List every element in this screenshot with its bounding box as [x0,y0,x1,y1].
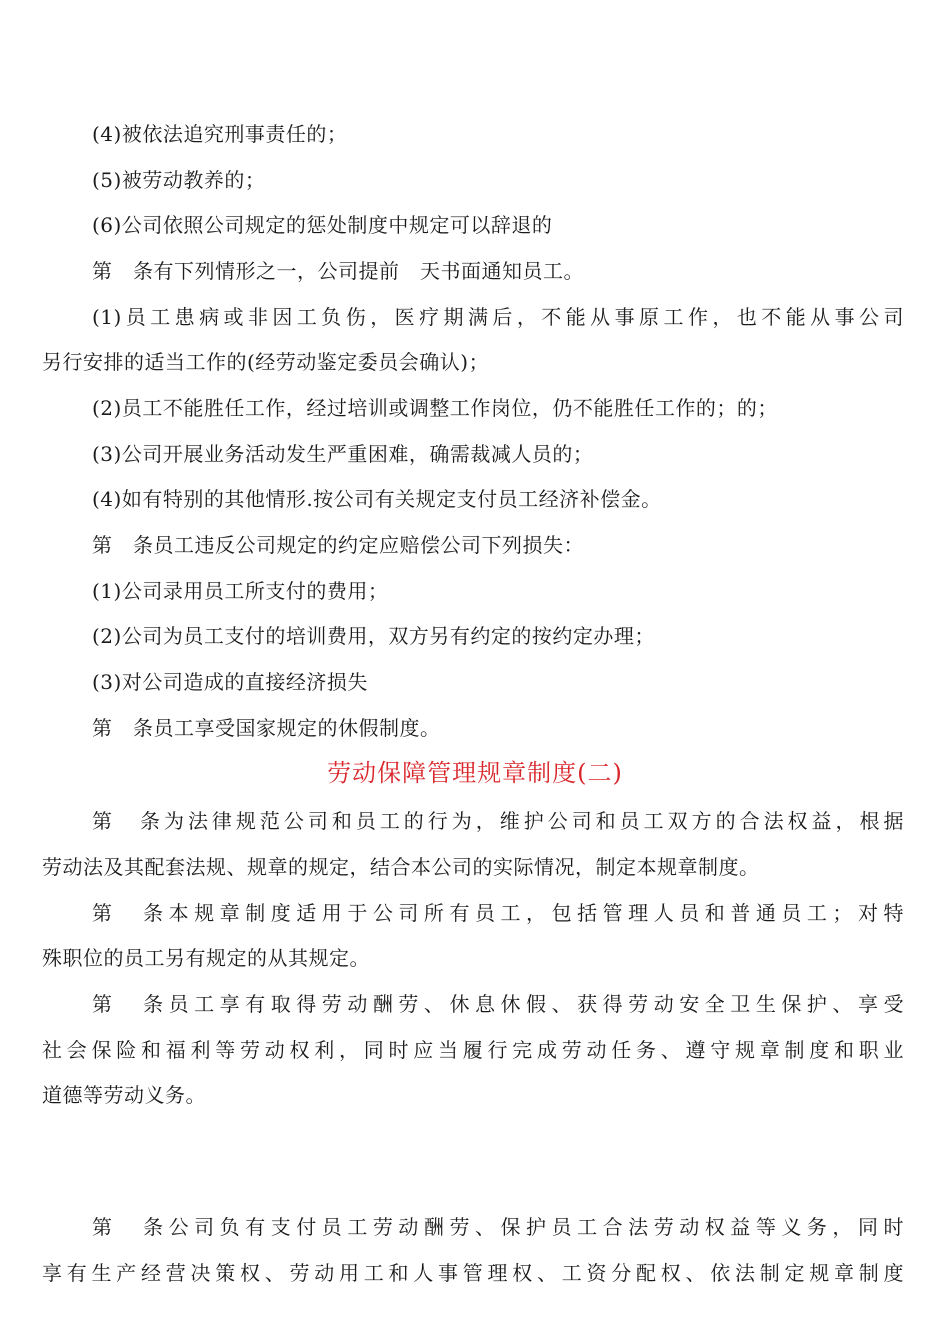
article-line: 第 条员工违反公司规定的约定应赔偿公司下列损失： [92,533,584,557]
article-line: 第 条员工享有取得劳动酬劳、休息休假、获得劳动安全卫生保护、享受 [92,992,904,1016]
list-item: (2)公司为员工支付的培训费用，双方另有约定的按约定办理； [92,624,655,648]
list-item: (4)被依法追究刑事责任的； [92,122,348,146]
article-continuation: 劳动法及其配套法规、规章的规定，结合本公司的实际情况，制定本规章制度。 [42,855,760,879]
article-continuation: 享有生产经营决策权、劳动用工和人事管理权、工资分配权、依法制定规章制度 [42,1261,904,1285]
list-item: (3)对公司造成的直接经济损失 [92,670,368,694]
list-item: (1)员工患病或非因工负伤，医疗期满后，不能从事原工作，也不能从事公司 [92,305,904,329]
section-title: 劳动保障管理规章制度(二) [327,759,623,787]
article-continuation: 殊职位的员工另有规定的从其规定。 [42,946,370,970]
article-line: 第 条本规章制度适用于公司所有员工，包括管理人员和普通员工；对特 [92,901,904,925]
list-item: (3)公司开展业务活动发生严重困难，确需裁减人员的； [92,442,594,466]
article-line: 第 条员工享受国家规定的休假制度。 [92,716,441,740]
article-line: 第 条公司负有支付员工劳动酬劳、保护员工合法劳动权益等义务，同时 [92,1215,904,1239]
list-item-continuation: 另行安排的适当工作的(经劳动鉴定委员会确认)； [42,350,490,374]
article-line: 第 条有下列情形之一，公司提前 天书面通知员工。 [92,259,584,283]
list-item: (6)公司依照公司规定的惩处制度中规定可以辞退的 [92,213,553,237]
article-continuation: 社会保险和福利等劳动权利，同时应当履行完成劳动任务、遵守规章制度和职业 [42,1038,904,1062]
list-item: (5)被劳动教养的； [92,168,266,192]
list-item: (2)员工不能胜任工作，经过培训或调整工作岗位，仍不能胜任工作的；的； [92,396,778,420]
list-item: (4)如有特别的其他情形.按公司有关规定支付员工经济补偿金。 [92,487,662,511]
article-continuation: 道德等劳动义务。 [42,1083,206,1107]
article-line: 第 条为法律规范公司和员工的行为，维护公司和员工双方的合法权益，根据 [92,809,904,833]
list-item: (1)公司录用员工所支付的费用； [92,579,389,603]
